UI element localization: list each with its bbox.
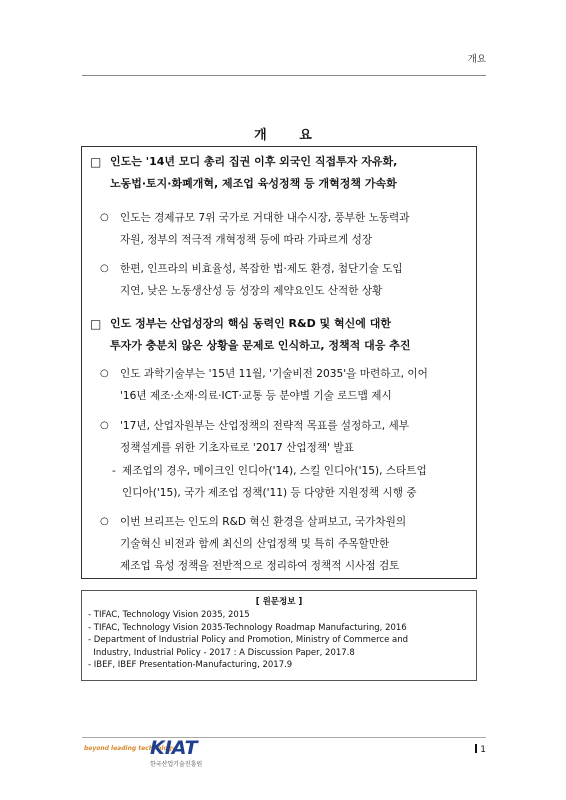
page-number-bar-icon [475,744,477,753]
summary-box [81,146,477,579]
source-item: - TIFAC, Technology Vision 2035, 2015 [88,610,250,620]
section-1-title-line-1: 인도는 '14년 모디 총리 집권 이후 외국인 직접투자 자유화, [110,155,398,168]
footer-tagline: beyond leading technology [84,745,176,752]
header-rule [82,75,486,76]
item-line: 정책설계를 위한 기초자료로 '2017 산업정책' 발표 [120,442,354,454]
page-number-value: 1 [480,745,486,755]
item-line: 지연, 낮은 노동생산성 등 성장의 제약요인도 산적한 상황 [120,285,383,297]
section-2-title-line-2: 투자가 충분치 않은 상황을 문제로 인식하고, 정책적 대응 추진 [110,339,411,352]
item-line: 한편, 인프라의 비효율성, 복잡한 법·제도 환경, 첨단기술 도입 [120,263,403,275]
item-line: 제조업의 경우, 메이크인 인디아('14), 스킬 인디아('15), 스타트업 [122,465,427,477]
kiat-logo-subtitle: 한국산업기술진흥원 [150,761,203,768]
source-title: [ 원문정보 ] [255,597,303,607]
item-line: 인도 과학기술부는 '15년 11월, '기술비전 2035'을 마련하고, 이어 [120,368,428,380]
item-line: '17년, 산업자원부는 산업정책의 전략적 목표를 설정하고, 세부 [120,420,409,432]
item-line: 인디아('15), 국가 제조업 정책('11) 등 다양한 지원정책 시행 중 [122,487,417,499]
source-item: - TIFAC, Technology Vision 2035-Technology Roadmap Manufacturing, 2016 [88,622,407,633]
page-number [475,744,486,755]
bullet-circle: ○ [100,420,109,431]
header-label: 개요 [467,54,486,65]
bullet-circle: ○ [100,212,109,223]
item-line: 자원, 정부의 적극적 개혁정책 등에 따라 가파르게 성장 [120,234,373,246]
bullet-dash: - [112,465,116,477]
item-line: 제조업 육성 정책을 전반적으로 정리하여 정책적 시사점 검토 [120,560,400,572]
item-line: 이번 브리프는 인도의 R&D 혁신 환경을 살펴보고, 국가차원의 [120,516,407,528]
kiat-logo: KIAT [150,737,198,759]
bullet-circle: ○ [100,263,109,274]
section-1-marker: □ [90,155,102,169]
section-2-marker: □ [90,317,102,331]
source-box [81,590,477,681]
page-title: 개 요 [254,128,326,143]
footer-rule [82,737,486,738]
item-line: 인도는 경제규모 7위 국가로 거대한 내수시장, 풍부한 노동력과 [120,212,410,224]
section-2-title-line-1: 인도 정부는 산업성장의 핵심 동력인 R&D 및 혁신에 대한 [110,317,391,330]
bullet-circle: ○ [100,368,109,379]
source-list [88,609,408,672]
item-line: 기술혁신 비전과 함께 최신의 산업정책 및 특히 주목할만한 [120,538,390,550]
bullet-circle: ○ [100,516,109,527]
section-1-title-line-2: 노동법·토지·화폐개혁, 제조업 육성정책 등 개혁정책 가속화 [110,177,397,190]
source-item: - Department of Industrial Policy and Promotion, Ministry of Commerce and [88,635,409,645]
source-item: Industry, Industrial Policy - 2017 : A Discussion Paper, 2017.8 [88,647,355,658]
source-item: - IBEF, IBEF Presentation-Manufacturing, 2017.9 [88,660,293,670]
item-line: '16년 제조·소재·의료·ICT·교통 등 분야별 기술 로드맵 제시 [120,390,392,402]
